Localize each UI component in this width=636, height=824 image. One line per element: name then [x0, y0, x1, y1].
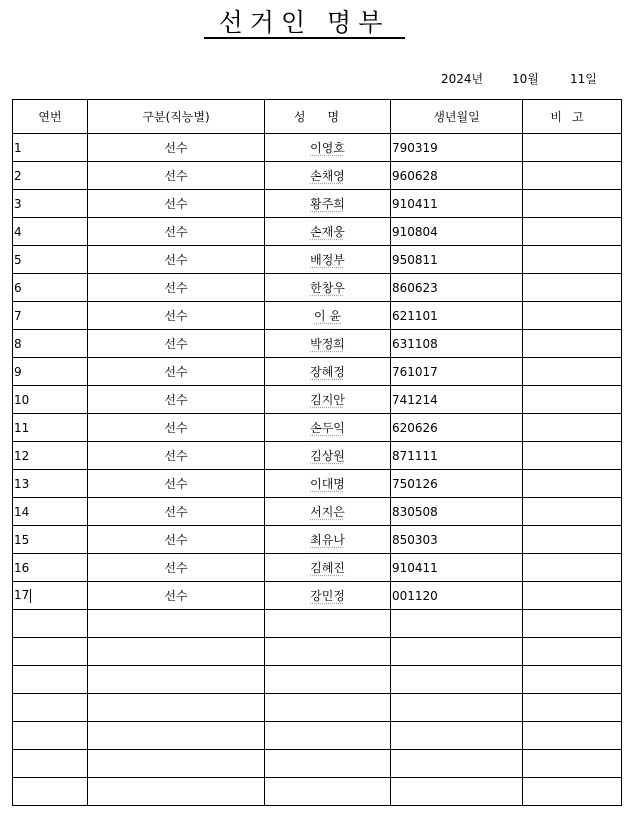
cell-division-text: 선수 — [164, 476, 188, 491]
header-name: 성명 — [265, 100, 391, 134]
cell-name[interactable] — [265, 246, 391, 274]
cell-number[interactable] — [13, 386, 88, 414]
cell-division[interactable] — [88, 442, 265, 470]
table-row — [13, 442, 622, 470]
cell-name-text: 이 윤 — [314, 308, 341, 323]
header-division: 구분(직능별) — [88, 100, 265, 134]
cell-number[interactable] — [13, 470, 88, 498]
cell-birthdate[interactable] — [391, 526, 523, 554]
cell-birthdate-text: 761017 — [392, 364, 438, 379]
cell-birthdate-text: 741214 — [392, 392, 438, 407]
cell-number-text: 14 — [14, 504, 30, 519]
table-row — [13, 722, 622, 750]
cell-division[interactable] — [88, 498, 265, 526]
cell-note[interactable] — [523, 330, 622, 358]
cell-number-text: 2 — [14, 168, 22, 183]
table-row — [13, 582, 622, 610]
table-row — [13, 274, 622, 302]
cell-number-text: 8 — [14, 336, 22, 351]
cell-note[interactable] — [523, 414, 622, 442]
cell-number-text: 13 — [14, 476, 30, 491]
cell-birthdate-text: 621101 — [392, 308, 438, 323]
cell-birthdate-text: 910411 — [392, 196, 438, 211]
cell-number[interactable] — [13, 694, 88, 722]
cell-name[interactable] — [265, 694, 391, 722]
cell-birthdate-text: 830508 — [392, 504, 438, 519]
cell-division-text: 선수 — [164, 448, 188, 463]
cell-name[interactable] — [265, 386, 391, 414]
cell-name-text: 강민정 — [310, 588, 345, 603]
table-row — [13, 638, 622, 666]
cell-name[interactable] — [265, 190, 391, 218]
cell-birthdate-text: 910411 — [392, 560, 438, 575]
cell-birthdate[interactable] — [391, 470, 523, 498]
cell-birthdate[interactable] — [391, 694, 523, 722]
cell-note[interactable] — [523, 470, 622, 498]
cell-birthdate[interactable] — [391, 274, 523, 302]
cell-birthdate-text: 850303 — [392, 532, 438, 547]
cell-note[interactable] — [523, 162, 622, 190]
text-cursor — [30, 589, 31, 603]
cell-birthdate-text: 950811 — [392, 252, 438, 267]
cell-division[interactable] — [88, 526, 265, 554]
cell-name[interactable] — [265, 778, 391, 806]
date-day: 11일 — [570, 72, 597, 86]
cell-note[interactable] — [523, 694, 622, 722]
cell-division[interactable] — [88, 722, 265, 750]
table-row — [13, 470, 622, 498]
cell-note[interactable] — [523, 134, 622, 162]
cell-name[interactable] — [265, 750, 391, 778]
table-row — [13, 218, 622, 246]
cell-birthdate[interactable] — [391, 386, 523, 414]
cell-birthdate-text: 910804 — [392, 224, 438, 239]
table-row — [13, 778, 622, 806]
table-row — [13, 414, 622, 442]
cell-name[interactable] — [265, 274, 391, 302]
cell-birthdate[interactable] — [391, 330, 523, 358]
cell-birthdate[interactable] — [391, 246, 523, 274]
cell-division[interactable] — [88, 638, 265, 666]
cell-note[interactable] — [523, 554, 622, 582]
cell-division-text: 선수 — [164, 560, 188, 575]
cell-number-text: 5 — [14, 252, 22, 267]
cell-division-text: 선수 — [164, 252, 188, 267]
title-underline — [204, 37, 405, 39]
cell-name-text: 이대명 — [310, 476, 345, 491]
cell-note[interactable] — [523, 750, 622, 778]
cell-number[interactable] — [13, 134, 88, 162]
cell-division[interactable] — [88, 582, 265, 610]
cell-division-text: 선수 — [164, 588, 188, 603]
cell-name[interactable] — [265, 442, 391, 470]
cell-number-text: 6 — [14, 280, 22, 295]
cell-number[interactable] — [13, 190, 88, 218]
table-row — [13, 190, 622, 218]
cell-note[interactable] — [523, 582, 622, 610]
cell-division-text: 선수 — [164, 168, 188, 183]
cell-division[interactable] — [88, 554, 265, 582]
cell-name-text: 장혜정 — [310, 364, 345, 379]
table-row — [13, 134, 622, 162]
cell-division[interactable] — [88, 358, 265, 386]
cell-division[interactable] — [88, 750, 265, 778]
cell-division[interactable] — [88, 134, 265, 162]
cell-note[interactable] — [523, 722, 622, 750]
cell-division[interactable] — [88, 610, 265, 638]
cell-name-text: 황주희 — [310, 196, 345, 211]
cell-birthdate-text: 790319 — [392, 140, 438, 155]
cell-division[interactable] — [88, 330, 265, 358]
voter-roster-table — [12, 99, 622, 806]
cell-name[interactable] — [265, 302, 391, 330]
cell-birthdate[interactable] — [391, 302, 523, 330]
cell-division[interactable] — [88, 414, 265, 442]
cell-birthdate[interactable] — [391, 414, 523, 442]
document-title: 선거인 명부 — [218, 8, 390, 37]
cell-division[interactable] — [88, 218, 265, 246]
cell-number-text: 9 — [14, 364, 22, 379]
cell-number[interactable] — [13, 162, 88, 190]
cell-name[interactable] — [265, 470, 391, 498]
cell-birthdate[interactable] — [391, 218, 523, 246]
header-number: 연번 — [13, 100, 88, 134]
cell-birthdate[interactable] — [391, 722, 523, 750]
cell-note[interactable] — [523, 302, 622, 330]
cell-birthdate[interactable] — [391, 190, 523, 218]
cell-division-text: 선수 — [164, 420, 188, 435]
cell-name-text: 김혜진 — [310, 560, 345, 575]
cell-birthdate[interactable] — [391, 610, 523, 638]
cell-division[interactable] — [88, 190, 265, 218]
table-row — [13, 330, 622, 358]
cell-name-text: 손두익 — [310, 420, 345, 435]
cell-name[interactable] — [265, 526, 391, 554]
cell-name-text: 손채영 — [310, 168, 345, 183]
cell-name-text: 최유나 — [310, 532, 345, 547]
cell-name[interactable] — [265, 414, 391, 442]
cell-name-text: 박정희 — [310, 336, 345, 351]
cell-note[interactable] — [523, 442, 622, 470]
cell-birthdate[interactable] — [391, 582, 523, 610]
table-header-row — [13, 100, 622, 134]
cell-name[interactable] — [265, 722, 391, 750]
cell-birthdate[interactable] — [391, 498, 523, 526]
cell-division[interactable] — [88, 386, 265, 414]
cell-division-text: 선수 — [164, 504, 188, 519]
cell-birthdate-text: 631108 — [392, 336, 438, 351]
cell-note[interactable] — [523, 274, 622, 302]
cell-number[interactable] — [13, 498, 88, 526]
cell-number-text: 15 — [14, 532, 30, 547]
cell-division-text: 선수 — [164, 308, 188, 323]
cell-name[interactable] — [265, 218, 391, 246]
table-row — [13, 386, 622, 414]
cell-birthdate[interactable] — [391, 750, 523, 778]
cell-name[interactable] — [265, 162, 391, 190]
cell-birthdate[interactable] — [391, 358, 523, 386]
cell-birthdate[interactable] — [391, 638, 523, 666]
cell-number[interactable] — [13, 722, 88, 750]
cell-number[interactable] — [13, 666, 88, 694]
cell-division[interactable] — [88, 778, 265, 806]
cell-division-text: 선수 — [164, 280, 188, 295]
cell-division-text: 선수 — [164, 336, 188, 351]
cell-division[interactable] — [88, 470, 265, 498]
cell-number-text: 17 — [14, 588, 30, 603]
date-year: 2024년 — [441, 72, 484, 86]
cell-birthdate[interactable] — [391, 666, 523, 694]
cell-birthdate-text: 001120 — [392, 588, 438, 603]
cell-name-text: 손재웅 — [310, 224, 345, 239]
table-row — [13, 162, 622, 190]
cell-note[interactable] — [523, 526, 622, 554]
cell-note[interactable] — [523, 498, 622, 526]
cell-number-text: 3 — [14, 196, 22, 211]
cell-birthdate[interactable] — [391, 778, 523, 806]
table-row — [13, 526, 622, 554]
cell-birthdate[interactable] — [391, 162, 523, 190]
cell-name-text: 배정부 — [310, 252, 345, 267]
cell-number[interactable] — [13, 246, 88, 274]
cell-note[interactable] — [523, 778, 622, 806]
cell-note[interactable] — [523, 190, 622, 218]
cell-division-text: 선수 — [164, 140, 188, 155]
cell-birthdate[interactable] — [391, 442, 523, 470]
table-row — [13, 358, 622, 386]
cell-division[interactable] — [88, 302, 265, 330]
cell-name[interactable] — [265, 330, 391, 358]
cell-birthdate-text: 960628 — [392, 168, 438, 183]
cell-number[interactable] — [13, 358, 88, 386]
header-birthdate: 생년월일 — [391, 100, 523, 134]
header-note: 비고 — [523, 100, 622, 134]
cell-number[interactable] — [13, 610, 88, 638]
cell-name[interactable] — [265, 638, 391, 666]
cell-division[interactable] — [88, 246, 265, 274]
table-row — [13, 246, 622, 274]
cell-birthdate-text: 871111 — [392, 448, 438, 463]
cell-birthdate-text: 620626 — [392, 420, 438, 435]
cell-name[interactable] — [265, 358, 391, 386]
cell-number-text: 12 — [14, 448, 30, 463]
table-row — [13, 498, 622, 526]
cell-name-text: 한창우 — [310, 280, 345, 295]
cell-number[interactable] — [13, 750, 88, 778]
cell-note[interactable] — [523, 610, 622, 638]
cell-number[interactable] — [13, 442, 88, 470]
cell-number-text: 4 — [14, 224, 22, 239]
cell-name[interactable] — [265, 554, 391, 582]
cell-number-text: 16 — [14, 560, 30, 575]
cell-division-text: 선수 — [164, 392, 188, 407]
cell-division-text: 선수 — [164, 224, 188, 239]
cell-note[interactable] — [523, 638, 622, 666]
cell-number[interactable] — [13, 582, 88, 610]
cell-name-text: 김상원 — [310, 448, 345, 463]
cell-number-text: 7 — [14, 308, 22, 323]
cell-name-text: 김지안 — [310, 392, 345, 407]
cell-number[interactable] — [13, 414, 88, 442]
cell-number[interactable] — [13, 526, 88, 554]
table-row — [13, 610, 622, 638]
cell-name[interactable] — [265, 610, 391, 638]
cell-number[interactable] — [13, 778, 88, 806]
table-row — [13, 666, 622, 694]
table-body — [13, 134, 622, 806]
cell-division[interactable] — [88, 162, 265, 190]
cell-note[interactable] — [523, 386, 622, 414]
cell-division-text: 선수 — [164, 532, 188, 547]
cell-number[interactable] — [13, 302, 88, 330]
cell-name[interactable] — [265, 498, 391, 526]
cell-note[interactable] — [523, 218, 622, 246]
cell-number[interactable] — [13, 554, 88, 582]
cell-birthdate-text: 860623 — [392, 280, 438, 295]
table-row — [13, 302, 622, 330]
cell-number[interactable] — [13, 638, 88, 666]
cell-name[interactable] — [265, 666, 391, 694]
cell-number-text: 1 — [14, 140, 22, 155]
cell-number[interactable] — [13, 330, 88, 358]
cell-birthdate[interactable] — [391, 554, 523, 582]
table-row — [13, 750, 622, 778]
cell-note[interactable] — [523, 358, 622, 386]
cell-division-text: 선수 — [164, 364, 188, 379]
cell-name-text: 이영호 — [310, 140, 345, 155]
cell-name[interactable] — [265, 582, 391, 610]
cell-division-text: 선수 — [164, 196, 188, 211]
cell-division[interactable] — [88, 666, 265, 694]
cell-birthdate-text: 750126 — [392, 476, 438, 491]
cell-number-text: 10 — [14, 392, 30, 407]
cell-note[interactable] — [523, 246, 622, 274]
cell-birthdate[interactable] — [391, 134, 523, 162]
cell-division[interactable] — [88, 694, 265, 722]
cell-number[interactable] — [13, 274, 88, 302]
table-row — [13, 694, 622, 722]
cell-number-text: 11 — [14, 420, 30, 435]
table-row — [13, 554, 622, 582]
date-month: 10월 — [512, 72, 539, 86]
cell-note[interactable] — [523, 666, 622, 694]
cell-number[interactable] — [13, 218, 88, 246]
cell-name[interactable] — [265, 134, 391, 162]
cell-division[interactable] — [88, 274, 265, 302]
cell-name-text: 서지은 — [310, 504, 345, 519]
